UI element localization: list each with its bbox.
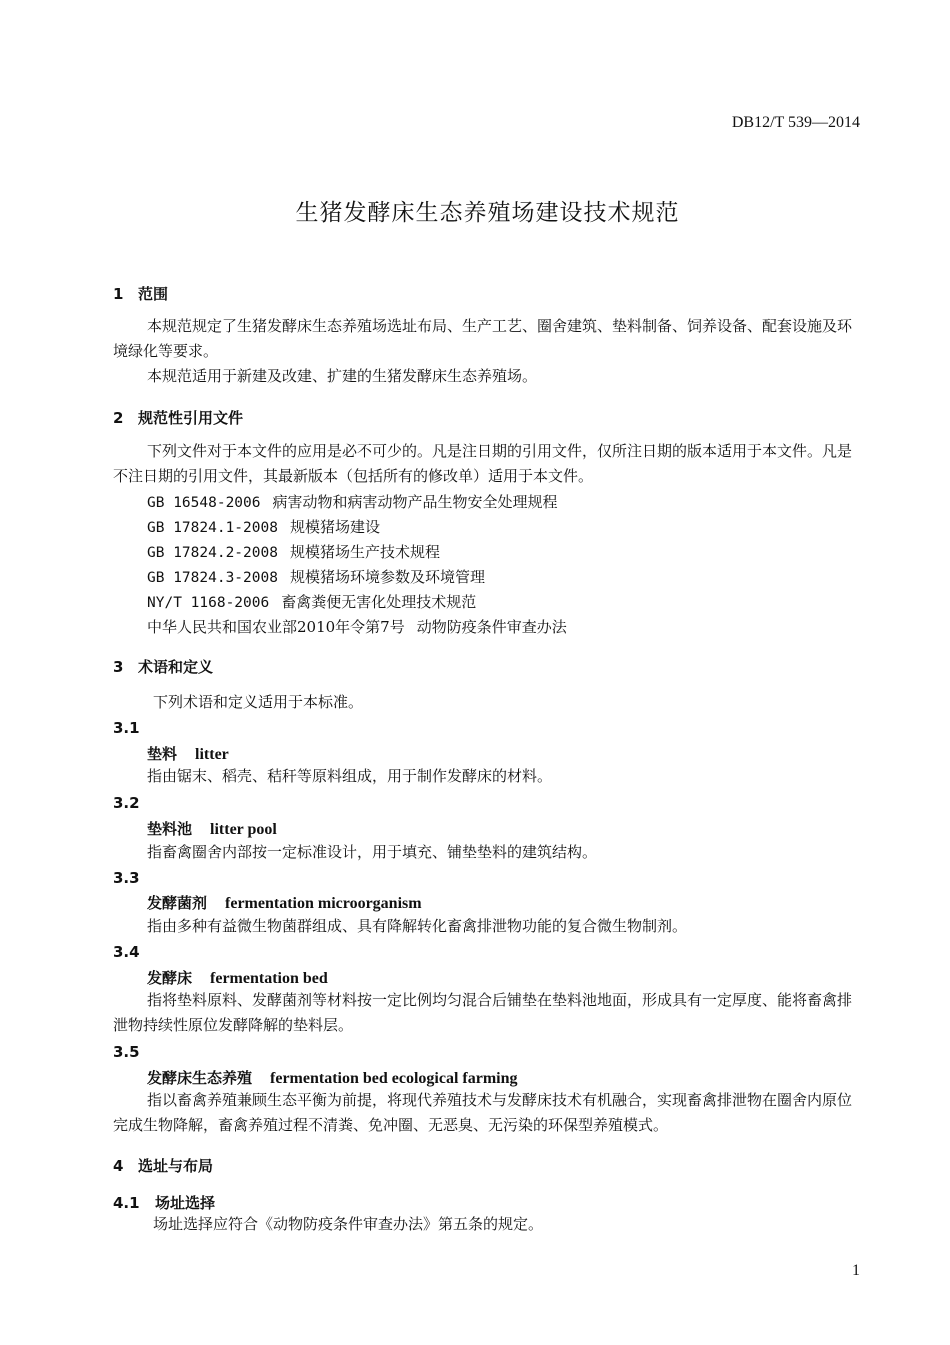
paragraph: 场址选择应符合《动物防疫条件审查办法》第五条的规定。: [153, 1215, 544, 1233]
reference-title: 动物防疫条件审查办法: [416, 618, 567, 636]
section-title: 术语和定义: [138, 658, 214, 676]
reference-code: NY/T 1168-2006: [147, 595, 270, 611]
term-zh: 垫料: [147, 745, 178, 763]
term-en: fermentation bed: [210, 970, 328, 987]
section-heading: [113, 1155, 213, 1176]
term-definition: 指将垫料原料、发酵菌剂等材料按一定比例均匀混合后铺垫在垫料池地面，形成具有一定厚度、能将畜禽排泄物持续性原位发酵降解的垫料层。: [113, 991, 853, 1034]
term-definition: 指畜禽圈舍内部按一定标准设计，用于填充、铺垫垫料的建筑结构。: [147, 843, 598, 861]
term-en: fermentation bed ecological farming: [270, 1070, 518, 1087]
section-heading: [113, 407, 243, 428]
term-number: 3.2: [113, 794, 140, 812]
reference-title: 规模猪场环境参数及环境管理: [289, 568, 485, 586]
term-definition: 指由多种有益微生物菌群组成、具有降解转化畜禽排泄物功能的复合微生物制剂。: [147, 917, 688, 935]
paragraph: 下列术语和定义适用于本标准。: [153, 693, 364, 711]
term-heading: [147, 818, 277, 839]
term-heading: [147, 1067, 518, 1088]
term-en: litter: [195, 746, 229, 763]
term-heading: [147, 967, 328, 988]
reference-code: GB 17824.1-2008: [147, 520, 278, 536]
standard-code: DB12/T 539—2014: [731, 114, 860, 131]
section-number: 3: [113, 658, 124, 676]
reference-code: GB 17824.2-2008: [147, 545, 278, 561]
reference-item: [147, 566, 485, 587]
reference-title: 病害动物和病害动物产品生物安全处理规程: [272, 493, 558, 511]
term-number: 3.3: [113, 869, 140, 887]
reference-item: [147, 591, 476, 612]
section-title: 规范性引用文件: [138, 409, 244, 427]
reference-title: 畜禽粪便无害化处理技术规范: [281, 593, 477, 611]
term-zh: 发酵床生态养殖: [147, 1069, 253, 1087]
reference-item: [147, 491, 558, 512]
subsection-number: 4.1: [113, 1194, 140, 1212]
reference-item: [147, 541, 440, 562]
reference-title: 规模猪场建设: [289, 518, 380, 536]
term-heading: [147, 892, 422, 913]
reference-code: GB 16548-2006: [147, 495, 261, 511]
term-zh: 发酵菌剂: [147, 894, 208, 912]
term-zh: 垫料池: [147, 820, 193, 838]
term-number: 3.4: [113, 943, 140, 961]
term-definition: 指以畜禽养殖兼顾生态平衡为前提，将现代养殖技术与发酵床技术有机融合，实现畜禽排泄物在圈舍内原位完成生物降解，畜禽养殖过程不清粪、免冲圈、无恶臭、无污染的环保型养殖模式。: [113, 1091, 853, 1134]
reference-code: GB 17824.3-2008: [147, 570, 278, 586]
page-title: 生猪发酵床生态养殖场建设技术规范: [295, 200, 680, 226]
page-number: 1: [852, 1262, 860, 1279]
subsection-title: 场址选择: [155, 1194, 216, 1212]
section-heading: [113, 656, 213, 677]
term-definition: 指由锯末、稻壳、秸秆等原料组成，用于制作发酵床的材料。: [147, 767, 553, 785]
paragraph: 下列文件对于本文件的应用是必不可少的。凡是注日期的引用文件，仅所注日期的版本适用于本文件。凡是不注日期的引用文件，其最新版本（包括所有的修改单）适用于本文件。: [113, 442, 853, 485]
section-title: 选址与布局: [138, 1157, 214, 1175]
term-number: 3.1: [113, 719, 140, 737]
subsection-heading: [113, 1192, 215, 1213]
paragraph: 本规范规定了生猪发酵床生态养殖场选址布局、生产工艺、圈舍建筑、垫料制备、饲养设备、配套设施及环境绿化等要求。: [113, 317, 853, 360]
term-heading: [147, 743, 229, 764]
term-zh: 发酵床: [147, 969, 193, 987]
term-number: 3.5: [113, 1043, 140, 1061]
reference-item: [147, 516, 380, 537]
reference-code: 中华人民共和国农业部2010年令第7号: [147, 618, 405, 636]
paragraph: 本规范适用于新建及改建、扩建的生猪发酵床生态养殖场。: [147, 367, 538, 385]
term-en: litter pool: [210, 821, 277, 838]
section-number: 1: [113, 285, 124, 303]
reference-title: 规模猪场生产技术规程: [289, 543, 440, 561]
reference-item: [147, 616, 567, 637]
section-number: 2: [113, 409, 124, 427]
section-number: 4: [113, 1157, 124, 1175]
section-heading: [113, 283, 168, 304]
section-title: 范围: [138, 285, 169, 303]
term-en: fermentation microorganism: [225, 895, 422, 912]
